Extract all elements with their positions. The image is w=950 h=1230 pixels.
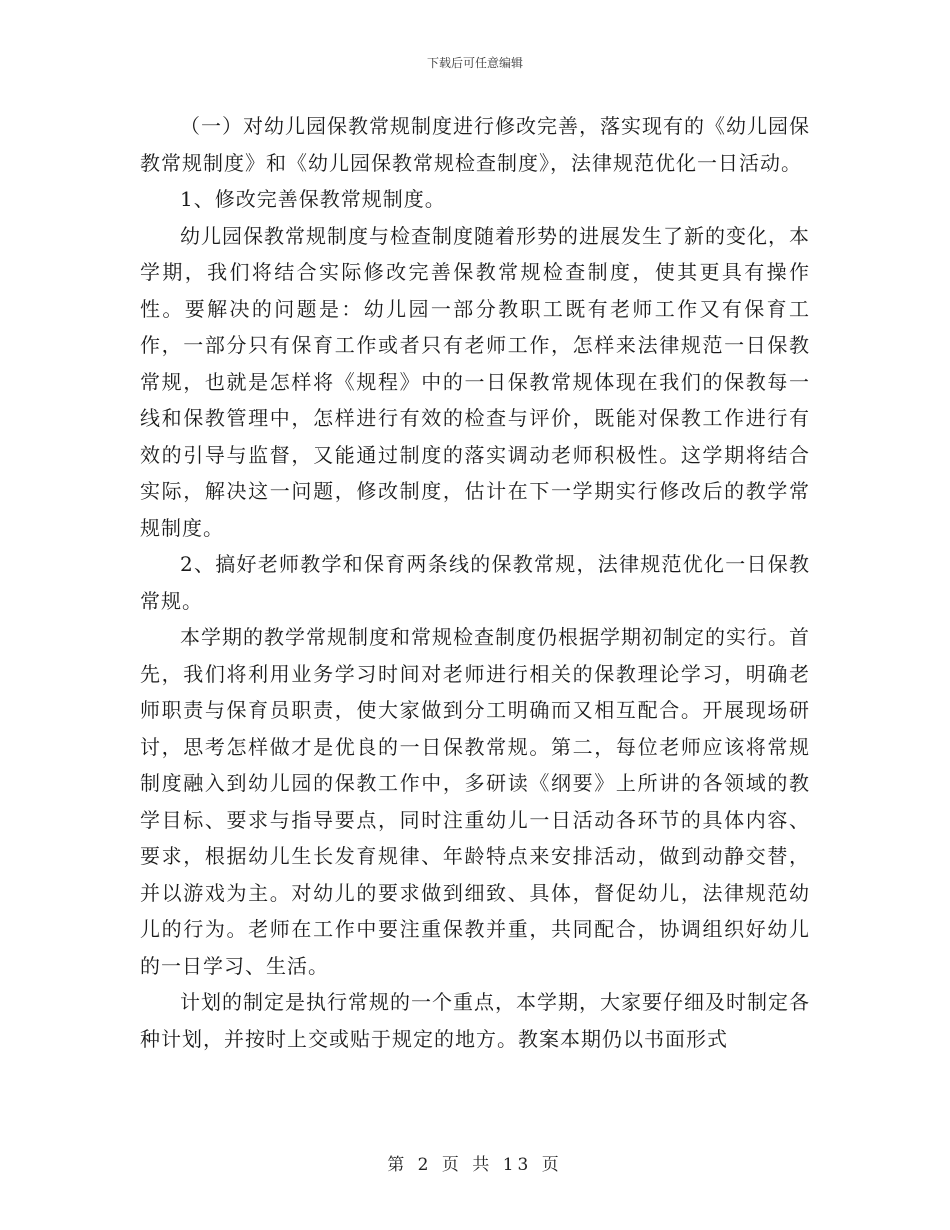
- page-footer: 第 2 页 共 13 页: [387, 1155, 563, 1175]
- document-body: [140, 108, 810, 1057]
- page-header: 下载后可任意编辑: [426, 56, 523, 70]
- paragraph-item-2-heading: 2、搞好老师教学和保育两条线的保教常规，法律规范优化一日保教常规。: [140, 552, 810, 613]
- paragraph-body: 幼儿园保教常规制度与检查制度随着形势的进展发生了新的变化，本学期，我们将结合实际修改完善保教常规检查制度，使其更具有操作性。要解决的问题是：幼儿园一部分教职工既有老师工作又有保育工作，一部分只有保育工作或者只有老师工作，怎样来法律规范一日保教常规，也就是怎样将《规程》中的一日保教常规体现在我们的保教每一线和保教管理中，怎样进行有效的检查与评价，既能对保教工作进行有效的引导与监督，又能通过制度的落实调动老师积极性。这学期将结合实际，解决这一问题，修改制度，估计在下一学期实行修改后的教学常规制度。: [140, 223, 810, 540]
- paragraph-body: 本学期的教学常规制度和常规检查制度仍根据学期初制定的实行。首先，我们将利用业务学习时间对老师进行相关的保教理论学习，明确老师职责与保育员职责，使大家做到分工明确而又相互配合。开展现场研讨，思考怎样做才是优良的一日保教常规。第二，每位老师应该将常规制度融入到幼儿园的保教工作中，多研读《纲要》上所讲的各领域的教学目标、要求与指导要点，同时注重幼儿一日活动各环节的具体内容、要求，根据幼儿生长发育规律、年龄特点来安排活动，做到动静交替，并以游戏为主。对幼儿的要求做到细致、具体，督促幼儿，法律规范幼儿的行为。老师在工作中要注重保教并重，共同配合，协调组织好幼儿的一日学习、生活。: [140, 625, 810, 978]
- paragraph-section-heading: （一）对幼儿园保教常规制度进行修改完善，落实现有的《幼儿园保教常规制度》和《幼儿园保教常规检查制度》，法律规范优化一日活动。: [140, 114, 810, 175]
- paragraph-body: 计划的制定是执行常规的一个重点，本学期，大家要仔细及时制定各种计划，并按时上交或贴于规定的地方。教案本期仍以书面形式: [140, 990, 810, 1051]
- paragraph-item-1-heading: 1、修改完善保教常规制度。: [180, 187, 446, 211]
